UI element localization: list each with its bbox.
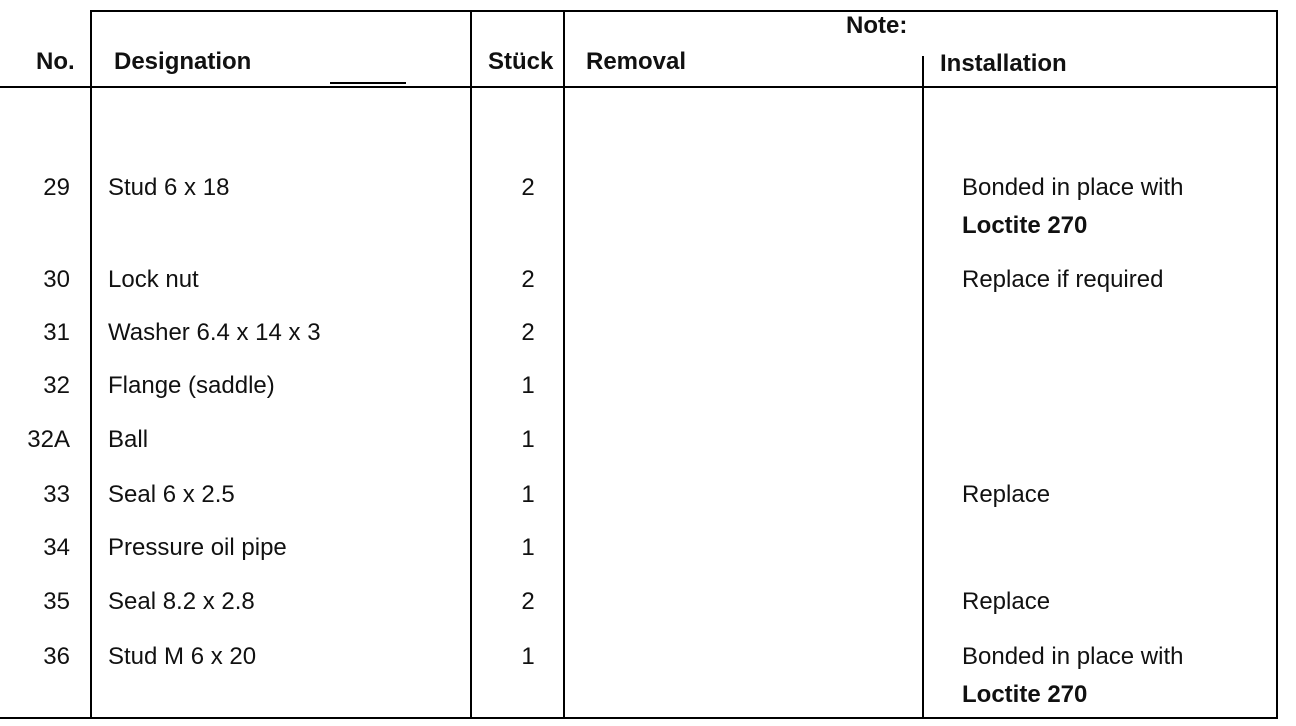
row-no: 29 — [43, 174, 70, 201]
designation-column-divider — [470, 10, 472, 719]
row-no: 32 — [43, 372, 70, 399]
table-bottom-border — [0, 717, 1278, 719]
row-designation: Lock nut — [108, 266, 199, 293]
header-bottom-border — [0, 86, 1278, 88]
row-qty: 2 — [521, 319, 535, 346]
row-installation-bold: Loctite 270 — [962, 212, 1088, 239]
row-qty: 2 — [521, 174, 535, 201]
header-removal: Removal — [586, 48, 687, 75]
row-qty: 1 — [521, 372, 535, 399]
row-designation: Seal 8.2 x 2.8 — [108, 588, 255, 615]
removal-header-divider — [922, 56, 924, 86]
row-qty: 1 — [521, 481, 535, 508]
row-installation: Replace if required — [962, 266, 1164, 293]
row-installation-bold: Loctite 270 — [962, 681, 1088, 708]
row-no: 34 — [43, 534, 70, 561]
row-qty: 2 — [521, 588, 535, 615]
row-qty: 2 — [521, 266, 535, 293]
removal-column-divider — [922, 86, 924, 719]
row-qty: 1 — [521, 534, 535, 561]
row-qty: 1 — [521, 643, 535, 670]
row-no: 31 — [43, 319, 70, 346]
row-installation: Replace — [962, 588, 1051, 615]
row-designation: Stud 6 x 18 — [108, 174, 230, 201]
row-no: 35 — [43, 588, 70, 615]
designation-underline — [330, 82, 406, 84]
row-designation: Stud M 6 x 20 — [108, 643, 257, 670]
table-right-border — [1276, 10, 1278, 719]
row-installation: Bonded in place with — [962, 643, 1184, 670]
row-designation: Washer 6.4 x 14 x 3 — [108, 319, 321, 346]
row-no: 36 — [43, 643, 70, 670]
header-no: No. — [36, 48, 75, 75]
qty-column-divider — [563, 10, 565, 719]
header-note: Note: — [846, 12, 908, 39]
row-no: 32A — [27, 426, 70, 453]
row-qty: 1 — [521, 426, 535, 453]
no-column-divider — [90, 10, 92, 719]
row-installation: Replace — [962, 481, 1051, 508]
header-designation: Designation — [114, 48, 252, 75]
row-designation: Ball — [108, 426, 149, 453]
header-installation: Installation — [940, 50, 1067, 77]
row-designation: Seal 6 x 2.5 — [108, 481, 235, 508]
row-designation: Flange (saddle) — [108, 372, 275, 399]
row-no: 33 — [43, 481, 70, 508]
row-designation: Pressure oil pipe — [108, 534, 287, 561]
table-top-border — [92, 10, 1278, 12]
row-installation: Bonded in place with — [962, 174, 1184, 201]
row-no: 30 — [43, 266, 70, 293]
header-stueck: Stück — [488, 48, 554, 75]
